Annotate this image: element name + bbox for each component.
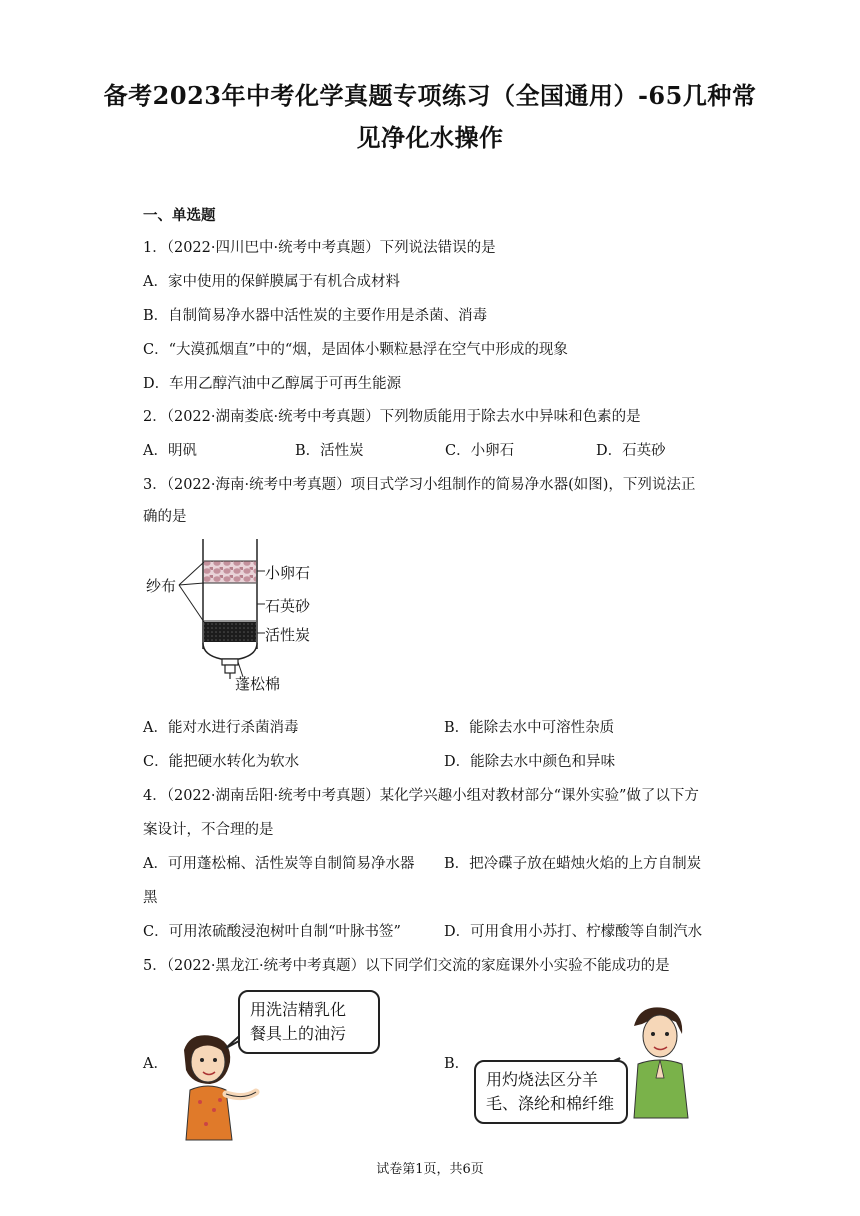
q4-option-d: D．可用食用小苏打、柠檬酸等自制汽水 bbox=[444, 924, 703, 940]
page-footer: 试卷第1页，共6页 bbox=[376, 1162, 484, 1177]
q4-option-c: C．可用浓硫酸浸泡树叶自制“叶脉书签” bbox=[143, 924, 401, 940]
q1-option-c: C．“大漠孤烟直”中的“烟，是固体小颗粒悬浮在空气中形成的现象 bbox=[143, 342, 568, 358]
q1-option-a: A．家中使用的保鲜膜属于有机合成材料 bbox=[143, 274, 400, 290]
q1-option-d: D．车用乙醇汽油中乙醇属于可再生能源 bbox=[143, 376, 402, 392]
doc-title-line1: 备考2023年中考化学真题专项练习（全国通用）-65几种常 bbox=[103, 81, 757, 110]
q3-stem-line2: 确的是 bbox=[143, 509, 187, 525]
q2-stem: 2．（2022·湖南娄底·统考中考真题）下列物质能用于除去水中异味和色素的是 bbox=[143, 409, 641, 425]
speech-bubble-b bbox=[474, 1060, 628, 1124]
figure-label-pebble: 小卵石 bbox=[265, 564, 311, 582]
q2-option-b: B．活性炭 bbox=[295, 443, 364, 459]
figure-label-cotton: 蓬松棉 bbox=[235, 675, 281, 693]
q4-option-a: A．可用蓬松棉、活性炭等自制简易净水器 bbox=[143, 856, 415, 872]
bubble-b-line2: 毛、涤纶和棉纤维 bbox=[486, 1094, 615, 1113]
speech-bubble-a bbox=[238, 990, 380, 1054]
figure-label-carbon: 活性炭 bbox=[265, 626, 311, 644]
doc-title-line2: 见净化水操作 bbox=[356, 123, 504, 152]
q2-option-c: C．小卵石 bbox=[445, 443, 515, 459]
q4-option-b-line1: B．把冷碟子放在蜡烛火焰的上方自制炭 bbox=[444, 856, 702, 872]
q4-stem-line1: 4．（2022·湖南岳阳·统考中考真题）某化学兴趣小组对教材部分“课外实验”做了以下方 bbox=[143, 788, 699, 804]
q5-stem: 5．（2022·黑龙江·统考中考真题）以下同学们交流的家庭课外小实验不能成功的是 bbox=[143, 958, 670, 974]
section-heading: 一、单选题 bbox=[143, 207, 216, 224]
q1-stem: 1．（2022·四川巴中·统考中考真题）下列说法错误的是 bbox=[143, 240, 496, 256]
q3-stem-line1: 3．（2022·海南·统考中考真题）项目式学习小组制作的简易净水器(如图)，下列说法正 bbox=[143, 477, 696, 493]
bubble-a-line1: 用洗洁精乳化 bbox=[250, 1000, 347, 1019]
bubble-b-line1: 用灼烧法区分羊 bbox=[486, 1070, 599, 1089]
q1-option-b: B．自制简易净水器中活性炭的主要作用是杀菌、消毒 bbox=[143, 308, 488, 324]
q3-option-a: A．能对水进行杀菌消毒 bbox=[143, 720, 299, 736]
q4-stem-line2: 案设计，不合理的是 bbox=[143, 822, 274, 838]
q2-option-a: A．明矾 bbox=[143, 443, 197, 459]
q3-option-b: B．能除去水中可溶性杂质 bbox=[444, 720, 615, 736]
q5-option-b: B． bbox=[444, 1056, 470, 1072]
q3-option-c: C．能把硬水转化为软水 bbox=[143, 754, 300, 770]
q5-option-a: A． bbox=[143, 1056, 168, 1072]
figure-label-quartz: 石英砂 bbox=[265, 597, 311, 615]
figure-label-gauze: 纱布 bbox=[146, 577, 177, 595]
q2-option-d: D．石英砂 bbox=[596, 443, 666, 459]
purifier-body bbox=[203, 539, 257, 679]
q3-option-d: D．能除去水中颜色和异味 bbox=[444, 754, 616, 770]
q4-option-b-line2: 黑 bbox=[143, 890, 158, 906]
bubble-a-line2: 餐具上的油污 bbox=[250, 1024, 347, 1043]
